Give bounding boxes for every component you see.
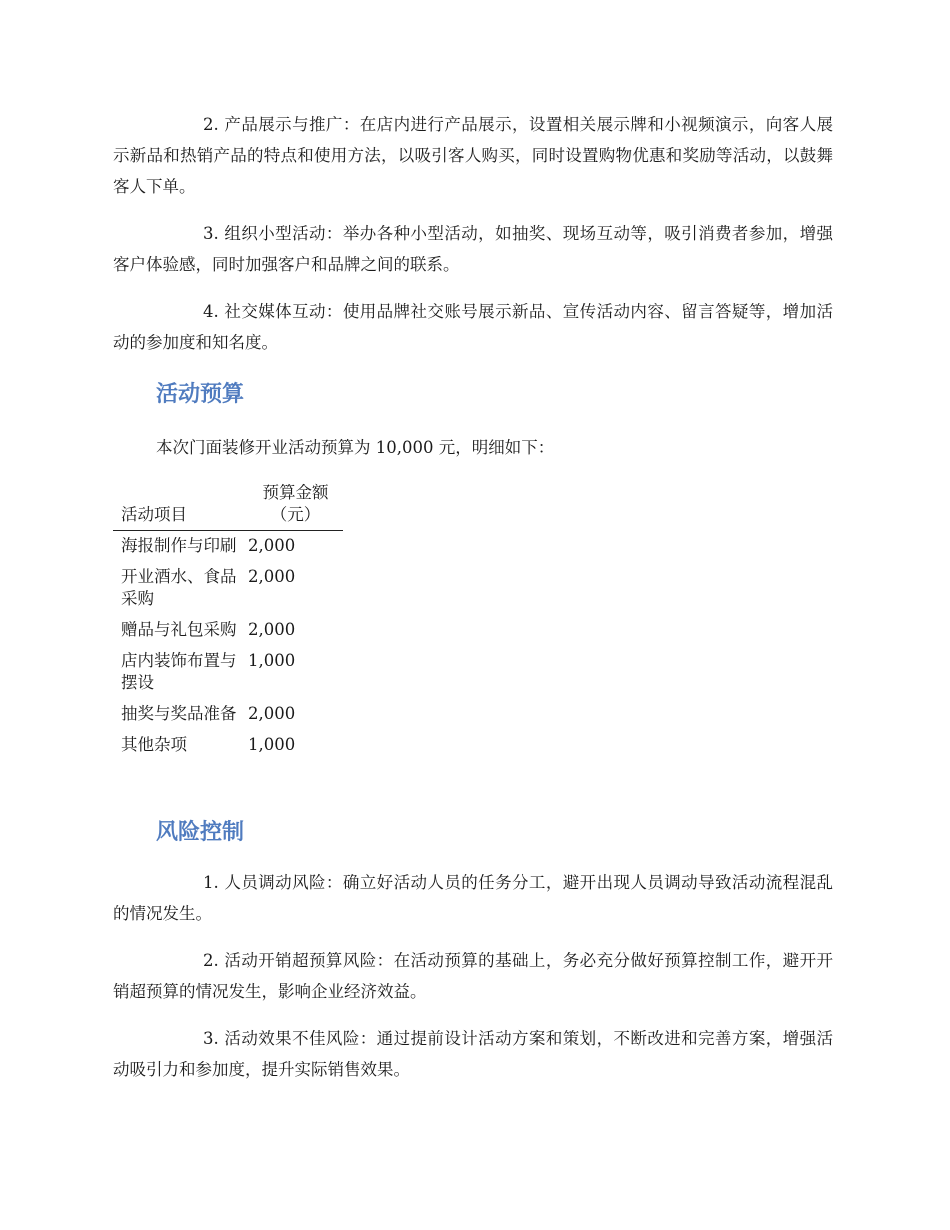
risk-item-2 — [113, 945, 833, 1007]
table-row — [113, 531, 343, 563]
row-item: 店内装饰布置与摆设 — [121, 651, 237, 692]
item-number: 2. — [203, 951, 219, 970]
row-item: 海报制作与印刷 — [121, 536, 237, 555]
row-item: 抽奖与奖品准备 — [121, 704, 237, 723]
row-amount: 2,000 — [248, 704, 296, 723]
promo-item-4 — [113, 296, 833, 358]
risk-item-3 — [113, 1023, 833, 1085]
budget-table — [113, 482, 343, 761]
row-item: 开业酒水、食品采购 — [121, 567, 237, 608]
item-text: 组织小型活动：举办各种小型活动，如抽奖、现场互动等，吸引消费者参加，增强客户体验感，同时加强客户和品牌之间的联系。 — [113, 224, 833, 274]
item-text: 人员调动风险：确立好活动人员的任务分工，避开出现人员调动导致活动流程混乱的情况发生。 — [113, 873, 833, 923]
budget-heading: 活动预算 — [156, 382, 245, 407]
item-text: 活动效果不佳风险：通过提前设计活动方案和策划，不断改进和完善方案，增强活动吸引力和参加度，提升实际销售效果。 — [113, 1029, 833, 1079]
row-amount: 2,000 — [248, 536, 296, 555]
row-amount: 1,000 — [248, 735, 296, 754]
table-row — [113, 615, 343, 646]
promo-item-3 — [113, 218, 833, 280]
table-row — [113, 699, 343, 730]
item-number: 2. — [203, 115, 219, 134]
header-item: 活动项目 — [113, 482, 248, 531]
risk-heading: 风险控制 — [156, 820, 245, 845]
row-amount: 2,000 — [248, 620, 296, 639]
item-number: 1. — [203, 873, 219, 892]
row-item: 赠品与礼包采购 — [121, 620, 237, 639]
risk-item-1 — [113, 867, 833, 929]
item-number: 3. — [203, 1029, 219, 1048]
item-text: 产品展示与推广：在店内进行产品展示，设置相关展示牌和小视频演示，向客人展示新品和热销产品的特点和使用方法，以吸引客人购买，同时设置购物优惠和奖励等活动，以鼓舞客人下单。 — [113, 115, 833, 196]
item-text: 社交媒体互动：使用品牌社交账号展示新品、宣传活动内容、留言答疑等，增加活动的参加度和知名度。 — [113, 302, 833, 352]
row-amount: 2,000 — [248, 567, 296, 586]
promo-item-2 — [113, 109, 833, 202]
table-row — [113, 646, 343, 699]
table-row — [113, 562, 343, 615]
item-number: 4. — [203, 302, 219, 321]
budget-intro: 本次门面装修开业活动预算为 10,000 元，明细如下： — [156, 438, 555, 457]
table-row — [113, 730, 343, 761]
table-header-row — [113, 482, 343, 531]
header-amount: 预算金额（元） — [248, 482, 343, 531]
item-text: 活动开销超预算风险：在活动预算的基础上，务必充分做好预算控制工作，避开开销超预算的情况发生，影响企业经济效益。 — [113, 951, 833, 1001]
row-item: 其他杂项 — [121, 735, 187, 754]
item-number: 3. — [203, 224, 219, 243]
row-amount: 1,000 — [248, 651, 296, 670]
